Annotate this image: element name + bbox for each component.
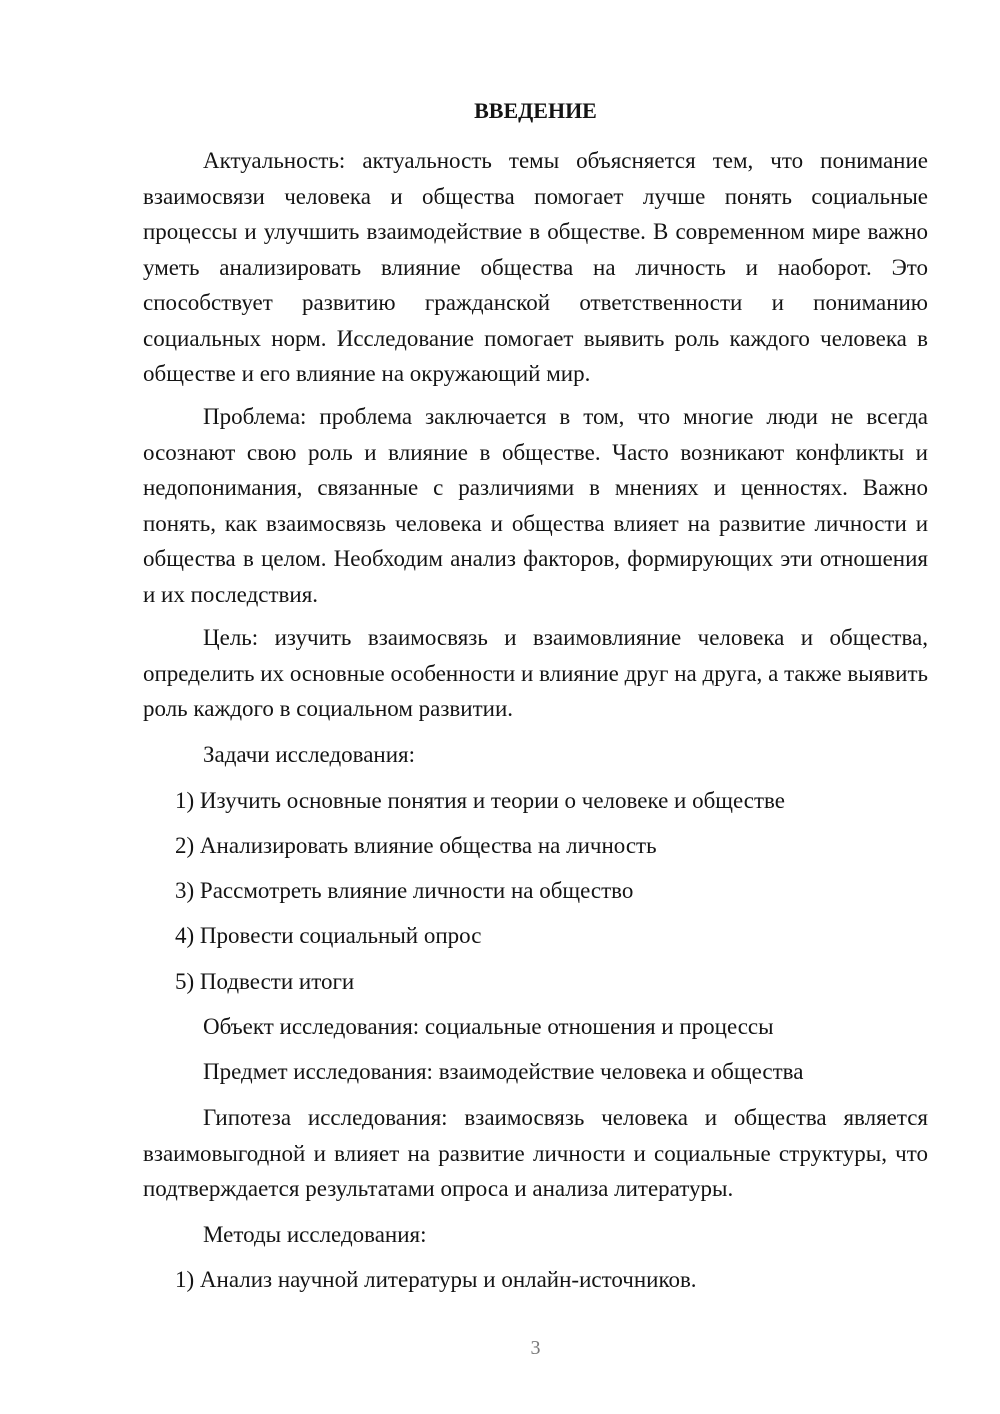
list-item: 1) Изучить основные понятия и теории о человеке и обществе (175, 788, 785, 813)
object-line: Объект исследования: социальные отношения и процессы (203, 1014, 774, 1039)
list-item: 1) Анализ научной литературы и онлайн-источников. (175, 1267, 697, 1292)
list-item: 4) Провести социальный опрос (175, 923, 482, 948)
goal-paragraph: Цель: изучить взаимосвязь и взаимовлияние человека и общества, определить их основные особенности и влияние друг на друга, а также выявить роль каждого в социальном развитии. (143, 625, 928, 721)
list-item: 5) Подвести итоги (175, 969, 355, 994)
list-item: 3) Рассмотреть влияние личности на общество (175, 878, 634, 903)
problem-paragraph: Проблема: проблема заключается в том, что многие люди не всегда осознают свою роль и влияние в обществе. Часто возникают конфликты и недопонимания, связанные с различиями в мнениях и ценностях. Важно понять, как взаимосвязь человека и общества влияет на развитие личности и общества в целом. Необходим анализ факторов, формирующих эти отношения и их последствия. (143, 404, 928, 607)
list-item: 2) Анализировать влияние общества на личность (175, 833, 657, 858)
tasks-heading: Задачи исследования: (203, 742, 416, 767)
hypothesis-paragraph: Гипотеза исследования: взаимосвязь человека и общества является взаимовыгодной и влияет на развитие личности и социальные структуры, что подтверждается результатами опроса и анализа литературы. (143, 1105, 928, 1201)
relevance-paragraph: Актуальность: актуальность темы объясняется тем, что понимание взаимосвязи человека и общества помогает лучше понять социальные процессы и улучшить взаимодействие в обществе. В современном мире важно уметь анализировать влияние общества на личность и наоборот. Это способствует развитию гражданской ответственности и пониманию социальных норм. Исследование помогает выявить роль каждого человека в обществе и его влияние на окружающий мир. (143, 148, 928, 386)
page-number: 3 (530, 1337, 541, 1359)
methods-heading: Методы исследования: (203, 1222, 427, 1247)
subject-line: Предмет исследования: взаимодействие человека и общества (203, 1059, 804, 1084)
page-title: ВВЕДЕНИЕ (474, 98, 597, 123)
